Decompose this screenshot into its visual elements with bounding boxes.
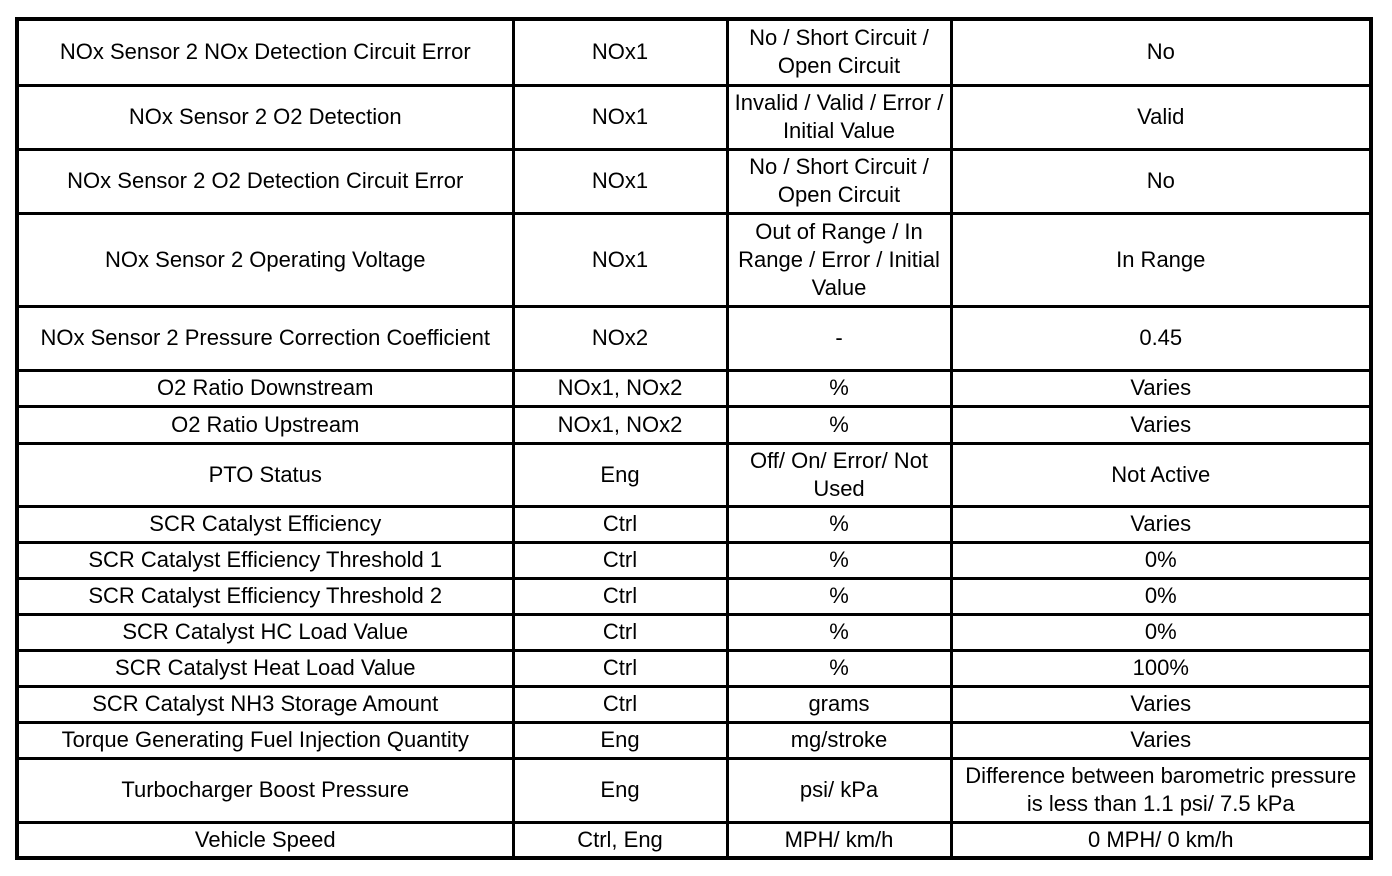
table-row	[17, 443, 1371, 506]
parameter-cell: NOx Sensor 2 Operating Voltage	[17, 213, 513, 306]
source-cell: NOx2	[513, 306, 727, 370]
source-cell: NOx1	[513, 19, 727, 85]
parameter-cell: SCR Catalyst NH3 Storage Amount	[17, 686, 513, 722]
parameter-cell: SCR Catalyst Efficiency Threshold 2	[17, 578, 513, 614]
table-row	[17, 406, 1371, 443]
range-cell: Off/ On/ Error/ Not Used	[727, 443, 951, 506]
parameter-cell: O2 Ratio Downstream	[17, 370, 513, 406]
source-cell: NOx1	[513, 149, 727, 213]
value-cell: Varies	[951, 406, 1371, 443]
source-cell: Ctrl	[513, 614, 727, 650]
value-cell: 0%	[951, 614, 1371, 650]
source-cell: Eng	[513, 443, 727, 506]
parameter-cell: O2 Ratio Upstream	[17, 406, 513, 443]
range-cell: %	[727, 506, 951, 542]
value-cell: Valid	[951, 85, 1371, 149]
parameter-cell: SCR Catalyst Heat Load Value	[17, 650, 513, 686]
table-row	[17, 686, 1371, 722]
table-row	[17, 19, 1371, 85]
parameter-cell: NOx Sensor 2 O2 Detection	[17, 85, 513, 149]
value-cell: Varies	[951, 506, 1371, 542]
value-cell: Not Active	[951, 443, 1371, 506]
value-cell: 0%	[951, 578, 1371, 614]
range-cell: grams	[727, 686, 951, 722]
table-row	[17, 85, 1371, 149]
source-cell: NOx1, NOx2	[513, 406, 727, 443]
source-cell: Ctrl	[513, 542, 727, 578]
table-row	[17, 306, 1371, 370]
range-cell: MPH/ km/h	[727, 822, 951, 858]
table-row	[17, 213, 1371, 306]
parameter-table	[15, 17, 1373, 860]
source-cell: Ctrl	[513, 686, 727, 722]
range-cell: %	[727, 406, 951, 443]
parameter-cell: NOx Sensor 2 NOx Detection Circuit Error	[17, 19, 513, 85]
parameter-cell: NOx Sensor 2 Pressure Correction Coefficient	[17, 306, 513, 370]
table-row	[17, 578, 1371, 614]
value-cell: 100%	[951, 650, 1371, 686]
value-cell: Difference between barometric pressure is less than 1.1 psi/ 7.5 kPa	[951, 758, 1371, 822]
value-cell: 0.45	[951, 306, 1371, 370]
value-cell: Varies	[951, 686, 1371, 722]
range-cell: -	[727, 306, 951, 370]
range-cell: Invalid / Valid / Error / Initial Value	[727, 85, 951, 149]
source-cell: Ctrl	[513, 578, 727, 614]
table-row	[17, 614, 1371, 650]
range-cell: mg/stroke	[727, 722, 951, 758]
range-cell: psi/ kPa	[727, 758, 951, 822]
source-cell: NOx1, NOx2	[513, 370, 727, 406]
range-cell: %	[727, 578, 951, 614]
table-row	[17, 722, 1371, 758]
source-cell: Ctrl	[513, 650, 727, 686]
source-cell: Eng	[513, 758, 727, 822]
value-cell: No	[951, 149, 1371, 213]
table-row	[17, 758, 1371, 822]
table-row	[17, 506, 1371, 542]
source-cell: Eng	[513, 722, 727, 758]
parameter-cell: SCR Catalyst Efficiency Threshold 1	[17, 542, 513, 578]
table-row	[17, 149, 1371, 213]
value-cell: No	[951, 19, 1371, 85]
table-row	[17, 370, 1371, 406]
table-row	[17, 822, 1371, 858]
parameter-cell: SCR Catalyst Efficiency	[17, 506, 513, 542]
parameter-cell: Vehicle Speed	[17, 822, 513, 858]
range-cell: No / Short Circuit / Open Circuit	[727, 149, 951, 213]
source-cell: Ctrl, Eng	[513, 822, 727, 858]
parameter-cell: PTO Status	[17, 443, 513, 506]
parameter-cell: Torque Generating Fuel Injection Quantity	[17, 722, 513, 758]
source-cell: Ctrl	[513, 506, 727, 542]
range-cell: Out of Range / In Range / Error / Initial Value	[727, 213, 951, 306]
range-cell: %	[727, 542, 951, 578]
parameter-cell: NOx Sensor 2 O2 Detection Circuit Error	[17, 149, 513, 213]
parameter-cell: Turbocharger Boost Pressure	[17, 758, 513, 822]
source-cell: NOx1	[513, 213, 727, 306]
value-cell: 0%	[951, 542, 1371, 578]
range-cell: %	[727, 650, 951, 686]
range-cell: %	[727, 370, 951, 406]
range-cell: %	[727, 614, 951, 650]
source-cell: NOx1	[513, 85, 727, 149]
parameter-cell: SCR Catalyst HC Load Value	[17, 614, 513, 650]
value-cell: Varies	[951, 722, 1371, 758]
table-row	[17, 650, 1371, 686]
table-row	[17, 542, 1371, 578]
range-cell: No / Short Circuit / Open Circuit	[727, 19, 951, 85]
value-cell: Varies	[951, 370, 1371, 406]
value-cell: 0 MPH/ 0 km/h	[951, 822, 1371, 858]
value-cell: In Range	[951, 213, 1371, 306]
